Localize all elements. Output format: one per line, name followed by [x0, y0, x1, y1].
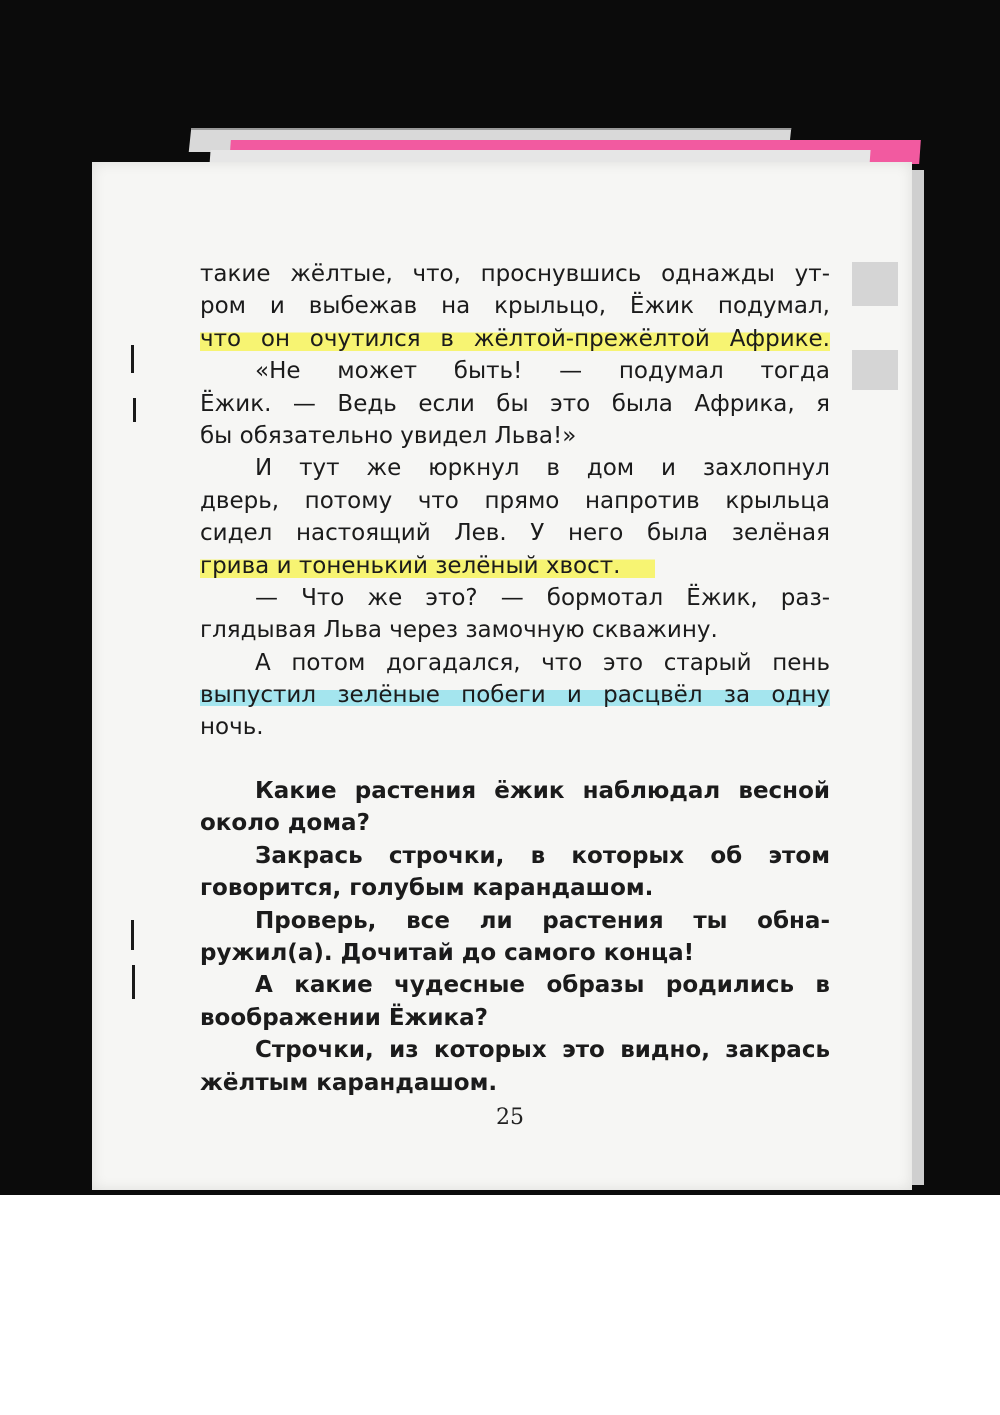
- show-through-thumbnail: [852, 350, 898, 390]
- story-line-highlighted-blue: выпустил зелёные побеги и расцвёл за одну: [200, 679, 830, 711]
- task-line: жёлтым карандашом.: [200, 1069, 498, 1096]
- staple-mark: [132, 965, 135, 999]
- story-line: ночь.: [200, 714, 264, 741]
- story-line: Ёжик. — Ведь если бы это была Африка, я: [200, 390, 830, 417]
- story-line: «Не может быть! — подумал тогда: [255, 358, 830, 385]
- show-through-thumbnail: [852, 262, 898, 306]
- story-line: дверь, потому что прямо напротив крыльца: [200, 487, 830, 514]
- task-line: ружил(а). Дочитай до самого конца!: [200, 939, 695, 966]
- story-line: — Что же это? — бормотал Ёжик, раз-: [255, 584, 830, 611]
- staple-mark: [131, 345, 134, 373]
- task-line: говорится, голубым карандашом.: [200, 875, 654, 902]
- staple-mark: [133, 398, 136, 422]
- story-line: такие жёлтые, что, проснувшись однажды ут-: [200, 261, 830, 287]
- story-line: глядывая Льва через замочную скважину.: [200, 617, 718, 644]
- task-line: Какие растения ёжик наблюдал весной: [255, 778, 830, 804]
- task-line: Проверь, все ли растения ты обна-: [255, 907, 830, 934]
- story-line-highlighted-yellow: грива и тоненький зелёный хвост.: [200, 550, 655, 582]
- page-number: 25: [496, 1105, 524, 1130]
- task-line: А какие чудесные образы родились в: [255, 972, 830, 999]
- story-line: А потом догадался, что это старый пень: [255, 649, 830, 676]
- story-line: сидел настоящий Лев. У него была зелёная: [200, 520, 830, 547]
- story-line: И тут же юркнул в дом и захлопнул: [255, 455, 830, 482]
- task-line: Строчки, из которых это видно, закрась: [255, 1037, 830, 1064]
- story-line: бы обязательно увидел Льва!»: [200, 422, 577, 449]
- story-text: [200, 258, 830, 744]
- task-text: [200, 775, 830, 1099]
- task-line: воображении Ёжика?: [200, 1004, 489, 1031]
- task-line: около дома?: [200, 810, 370, 837]
- story-line: ром и выбежав на крыльцо, Ёжик подумал,: [200, 293, 830, 320]
- staple-mark: [131, 920, 134, 950]
- story-line-highlighted-yellow: что он очутился в жёлтой-прежёлтой Африке.: [200, 323, 830, 355]
- task-line: Закрась строчки, в которых об этом: [255, 842, 830, 869]
